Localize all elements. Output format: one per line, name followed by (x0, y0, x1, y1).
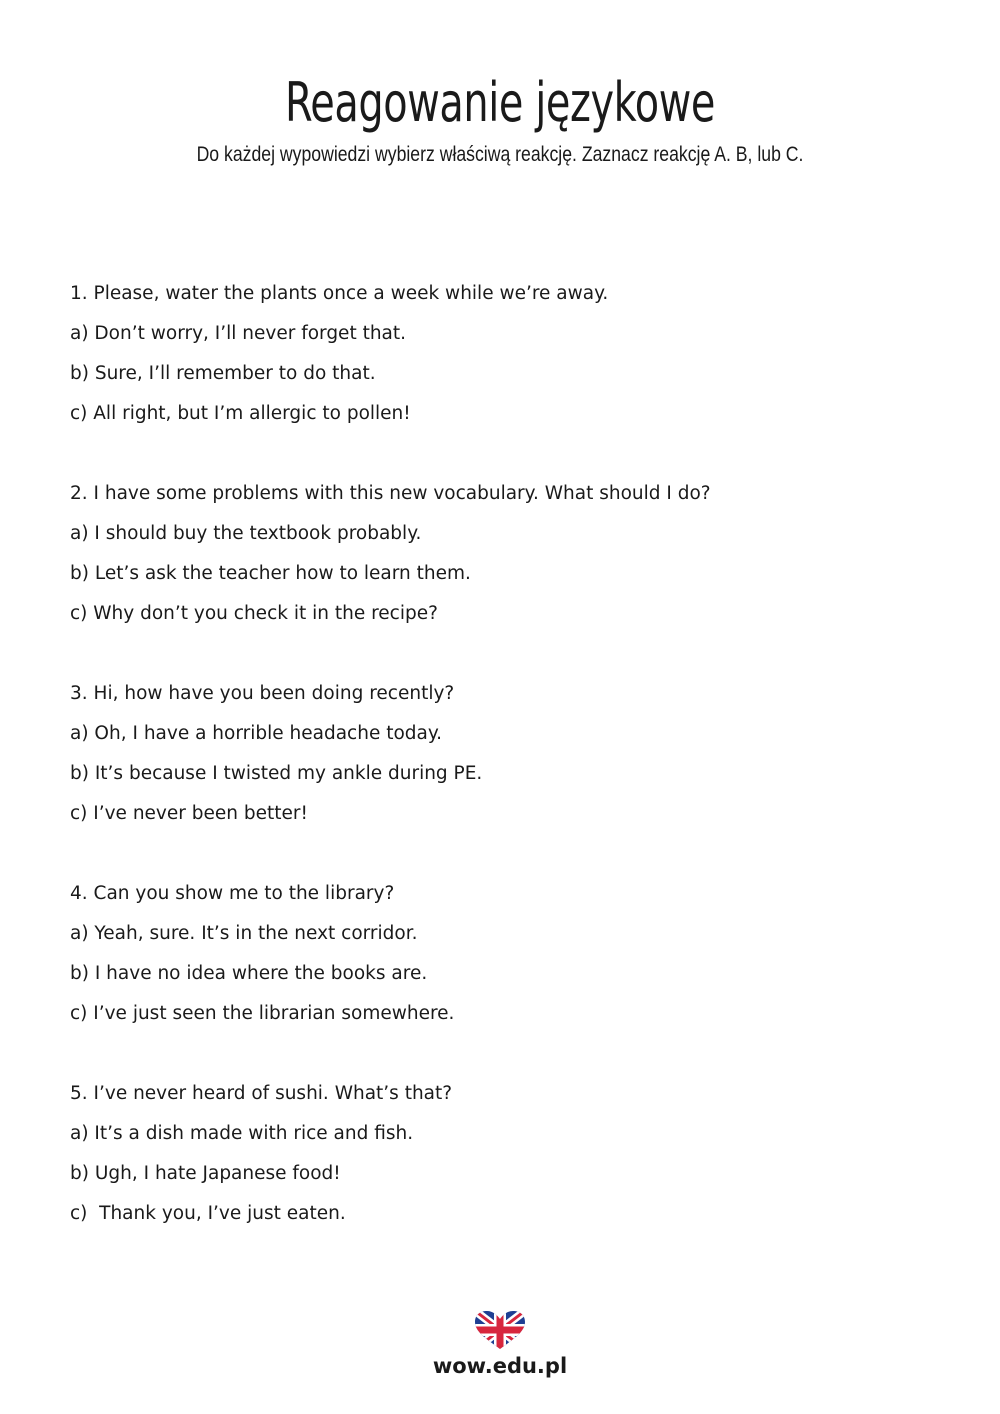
question-prompt: 3. Hi, how have you been doing recently? (70, 683, 455, 704)
question-prompt: 5. I’ve never heard of sushi. What’s that? (70, 1083, 453, 1104)
answer-option-a: a) Oh, I have a horrible headache today. (70, 723, 443, 744)
answer-option-a: a) I should buy the textbook probably. (70, 523, 422, 544)
question-2 (70, 477, 950, 637)
question-1 (70, 277, 950, 437)
answer-option-c: c) Why don’t you check it in the recipe? (70, 603, 438, 624)
answer-option-c: c) I’ve just seen the librarian somewhere. (70, 1003, 455, 1024)
answer-option-a: a) It’s a dish made with rice and fish. (70, 1123, 414, 1144)
answer-option-c: c) I’ve never been better! (70, 803, 308, 824)
answer-option-c: c) Thank you, I’ve just eaten. (70, 1203, 346, 1224)
answer-option-b: b) Let’s ask the teacher how to learn them. (70, 563, 471, 584)
answer-option-c: c) All right, but I’m allergic to pollen! (70, 403, 411, 424)
answer-option-b: b) I have no idea where the books are. (70, 963, 428, 984)
footer-site-name: wow.edu.pl (432, 1354, 568, 1378)
question-5 (70, 1077, 950, 1237)
question-3 (70, 677, 950, 837)
answer-option-b: b) Sure, I’ll remember to do that. (70, 363, 376, 384)
page-subtitle: Do każdej wypowiedzi wybierz właściwą reakcję. Zaznacz reakcję A. B, lub C. (196, 143, 804, 166)
answer-option-a: a) Don’t worry, I’ll never forget that. (70, 323, 407, 344)
question-prompt: 4. Can you show me to the library? (70, 883, 395, 904)
question-prompt: 1. Please, water the plants once a week while we’re away. (70, 283, 609, 304)
answer-option-b: b) It’s because I twisted my ankle during PE. (70, 763, 483, 784)
page-title: Reagowanie językowe (284, 71, 715, 134)
question-4 (70, 877, 950, 1037)
answer-option-a: a) Yeah, sure. It’s in the next corridor. (70, 923, 418, 944)
question-prompt: 2. I have some problems with this new vocabulary. What should I do? (70, 483, 711, 504)
footer (0, 1310, 1000, 1380)
answer-option-b: b) Ugh, I hate Japanese food! (70, 1163, 341, 1184)
uk-flag-heart-icon (474, 1310, 526, 1350)
question-list (70, 277, 950, 1277)
